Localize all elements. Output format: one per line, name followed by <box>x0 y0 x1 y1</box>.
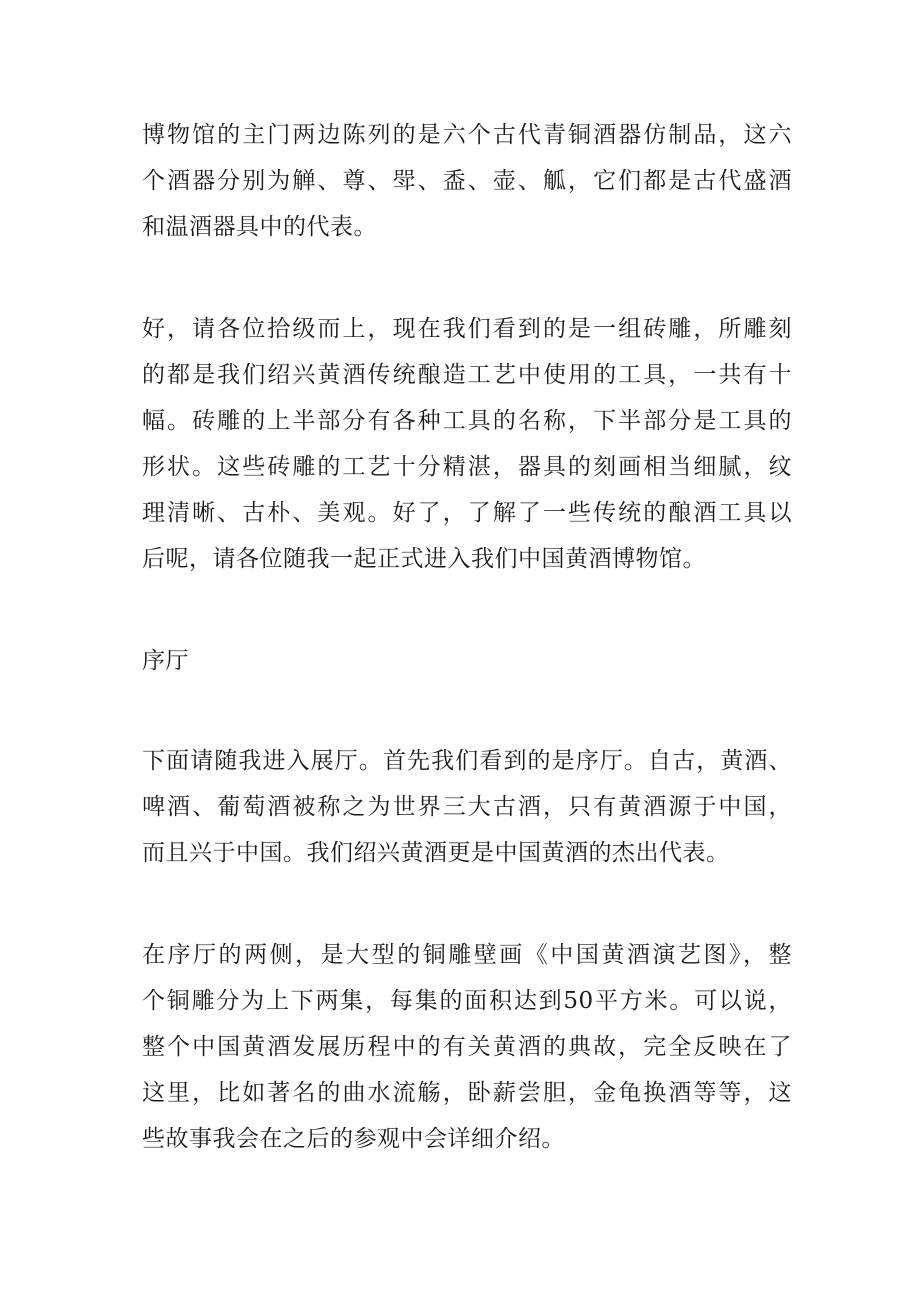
text-line: 幅。砖雕的上半部分有各种工具的名称，下半部分是工具的 <box>142 408 792 434</box>
text-line: 后呢，请各位随我一起正式进入我们中国黄酒博物馆。 <box>142 546 706 572</box>
text-line: 些故事我会在之后的参观中会详细介绍。 <box>142 1126 565 1152</box>
text-line: 啤酒、葡萄酒被称之为世界三大古酒，只有黄酒源于中国， <box>142 794 792 820</box>
text-line: 个酒器分别为觯、尊、斝、盉、壶、觚，它们都是古代盛酒 <box>142 168 792 194</box>
text-line: 个铜雕分为上下两集，每集的面积达到50平方米。可以说， <box>142 988 792 1014</box>
text-line: 下面请随我进入展厅。首先我们看到的是序厅。自古，黄酒、 <box>142 748 792 774</box>
paragraph-bronze-vessels <box>142 112 792 250</box>
text-line: 博物馆的主门两边陈列的是六个古代青铜酒器仿制品，这六 <box>142 122 792 148</box>
paragraph-bronze-mural <box>142 932 792 1162</box>
section-heading-preface-hall <box>142 638 792 684</box>
text-line: 好，请各位拾级而上，现在我们看到的是一组砖雕，所雕刻 <box>142 316 792 342</box>
text-line: 这里，比如著名的曲水流觞，卧薪尝胆，金龟换酒等等，这 <box>142 1080 792 1106</box>
text-line: 形状。这些砖雕的工艺十分精湛，器具的刻画相当细腻，纹 <box>142 454 792 480</box>
paragraph-brick-carvings <box>142 306 792 582</box>
text-line: 在序厅的两侧，是大型的铜雕壁画《中国黄酒演艺图》，整 <box>142 942 792 968</box>
paragraph-preface-hall <box>142 738 792 876</box>
text-line: 理清晰、古朴、美观。好了，了解了一些传统的酿酒工具以 <box>142 500 792 526</box>
section-heading-text: 序厅 <box>142 648 189 674</box>
text-line: 和温酒器具中的代表。 <box>142 214 377 240</box>
text-line: 整个中国黄酒发展历程中的有关黄酒的典故，完全反映在了 <box>142 1034 792 1060</box>
text-line: 而且兴于中国。我们绍兴黄酒更是中国黄酒的杰出代表。 <box>142 840 730 866</box>
text-line: 的都是我们绍兴黄酒传统酿造工艺中使用的工具，一共有十 <box>142 362 792 388</box>
